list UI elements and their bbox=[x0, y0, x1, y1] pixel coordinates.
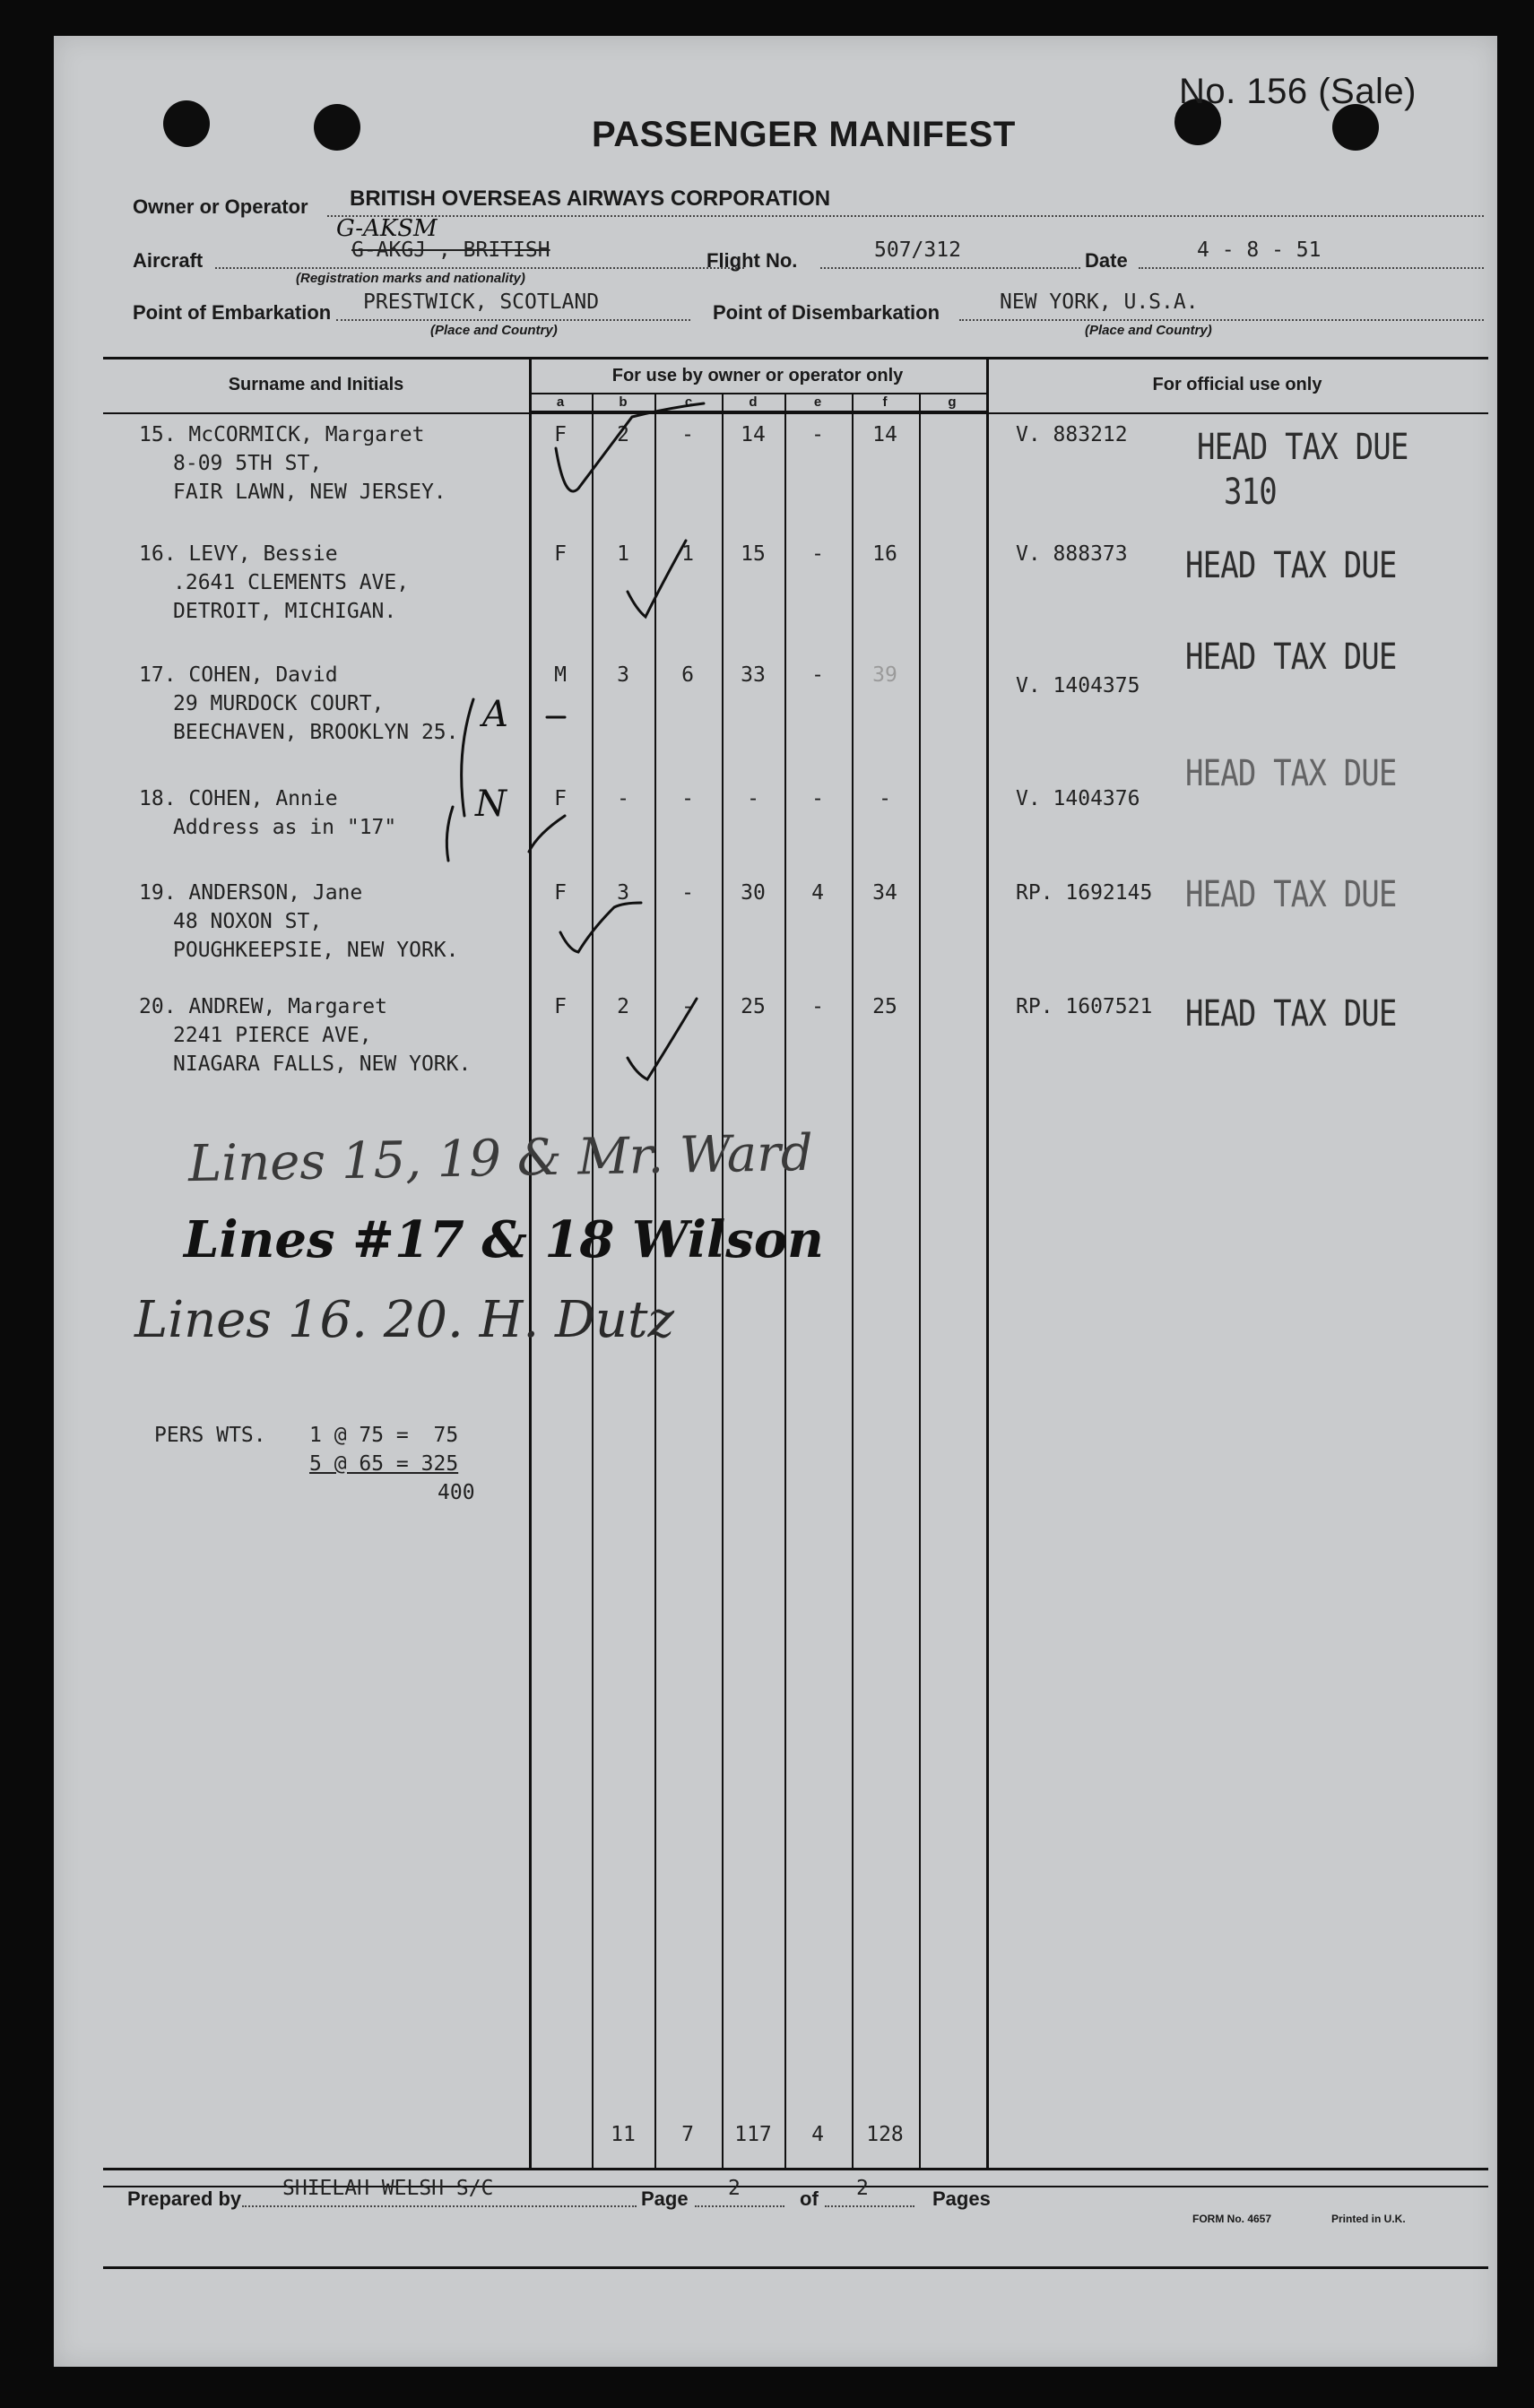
head-tax-stamp: HEAD TAX DUE bbox=[1185, 637, 1397, 678]
cell-c: - bbox=[681, 881, 694, 905]
cell-f: - bbox=[879, 787, 891, 810]
cell-c: 6 bbox=[681, 663, 694, 687]
handwritten-note-3: Lines 16. 20. H. Dutz bbox=[134, 1291, 674, 1349]
passenger-line: Address as in "17" bbox=[173, 816, 397, 839]
handwritten-note-2: Lines #17 & 18 Wilson bbox=[184, 1210, 824, 1269]
passenger-line: 16. LEVY, Bessie bbox=[139, 542, 338, 566]
sub-col-a: a bbox=[556, 394, 565, 410]
passenger-line: 29 MURDOCK COURT, bbox=[173, 692, 385, 715]
cell-b: 3 bbox=[617, 663, 629, 687]
cell-e: 4 bbox=[811, 881, 824, 905]
cell-a: F bbox=[554, 423, 567, 446]
passenger-line: DETROIT, MICHIGAN. bbox=[173, 600, 397, 623]
embark-value: PRESTWICK, SCOTLAND bbox=[363, 290, 600, 314]
cell-e: - bbox=[811, 542, 824, 566]
sub-col-b: b bbox=[619, 394, 628, 410]
passenger-line: POUGHKEEPSIE, NEW YORK. bbox=[173, 939, 459, 962]
passenger-line: 8-09 5TH ST, bbox=[173, 452, 323, 475]
cell-c: - bbox=[681, 787, 694, 810]
head-tax-stamp: HEAD TAX DUE bbox=[1185, 753, 1397, 794]
passenger-line: 18. COHEN, Annie bbox=[139, 787, 338, 810]
cell-f: 16 bbox=[872, 542, 897, 566]
cell-d: 15 bbox=[741, 542, 766, 566]
cell-e: - bbox=[811, 663, 824, 687]
cell-a: F bbox=[554, 995, 567, 1018]
flight-value: 507/312 bbox=[874, 238, 961, 262]
weights-line-1: 1 @ 75 = 75 bbox=[309, 1424, 459, 1447]
cell-e: - bbox=[811, 423, 824, 446]
cell-c: - bbox=[681, 995, 694, 1018]
disembark-sub: (Place and Country) bbox=[1085, 323, 1212, 338]
cell-d: 14 bbox=[741, 423, 766, 446]
cell-a: F bbox=[554, 881, 567, 905]
cell-d: 33 bbox=[741, 663, 766, 687]
pages-label: Pages bbox=[932, 2187, 991, 2210]
cell-f: 39 bbox=[872, 663, 897, 687]
bracket-mark-n: N bbox=[475, 784, 507, 825]
col-header-owner: For use by owner or operator only bbox=[611, 366, 904, 385]
col-header-official: For official use only bbox=[1152, 375, 1322, 394]
weights-line-2: 5 @ 65 = 325 bbox=[309, 1452, 459, 1476]
cell-c: 1 bbox=[681, 542, 694, 566]
embark-sub: (Place and Country) bbox=[430, 323, 558, 338]
total-f: 128 bbox=[866, 2123, 904, 2146]
cell-e: - bbox=[811, 787, 824, 810]
passenger-line: BEECHAVEN, BROOKLYN 25. bbox=[173, 721, 459, 744]
weights-label: PERS WTS. bbox=[154, 1424, 266, 1447]
sub-col-f: f bbox=[882, 394, 888, 410]
page-label: Page bbox=[641, 2187, 689, 2210]
cell-d: 30 bbox=[741, 881, 766, 905]
cell-b: 3 bbox=[617, 881, 629, 905]
official-visa-number: V. 1404375 bbox=[1016, 674, 1140, 697]
head-tax-stamp: HEAD TAX DUE bbox=[1185, 993, 1397, 1035]
weights-total: 400 bbox=[438, 1481, 475, 1504]
total-b: 11 bbox=[611, 2123, 636, 2146]
flight-label: Flight No. bbox=[706, 249, 798, 272]
head-tax-stamp: HEAD TAX DUE bbox=[1185, 874, 1397, 915]
official-visa-number: RP. 1692145 bbox=[1016, 881, 1153, 905]
official-visa-number: V. 1404376 bbox=[1016, 787, 1140, 810]
head-tax-stamp: HEAD TAX DUE bbox=[1185, 545, 1397, 586]
cell-f: 14 bbox=[872, 423, 897, 446]
sub-col-g: g bbox=[948, 394, 957, 410]
passenger-line: 48 NOXON ST, bbox=[173, 910, 323, 933]
date-label: Date bbox=[1085, 249, 1128, 272]
of-value: 2 bbox=[856, 2177, 869, 2200]
prepared-value: SHIELAH WELSH S/C bbox=[282, 2177, 494, 2200]
manifest-number: No. 156 (Sale) bbox=[1179, 72, 1417, 111]
cell-e: - bbox=[811, 995, 824, 1018]
cell-b: 1 bbox=[617, 542, 629, 566]
cell-f: 25 bbox=[872, 995, 897, 1018]
form-number: FORM No. 4657 bbox=[1192, 2213, 1272, 2225]
cell-c: - bbox=[681, 423, 694, 446]
sub-col-e: e bbox=[813, 394, 822, 410]
total-d: 117 bbox=[734, 2123, 772, 2146]
head-tax-stamp: HEAD TAX DUE bbox=[1197, 427, 1408, 468]
passenger-line: 2241 PIERCE AVE, bbox=[173, 1024, 372, 1047]
aircraft-label: Aircraft bbox=[133, 249, 204, 272]
page-title: PASSENGER MANIFEST bbox=[592, 115, 1016, 154]
stamp-extra: 310 bbox=[1224, 472, 1277, 513]
check-marks-overlay bbox=[54, 36, 1497, 2367]
disembark-label: Point of Disembarkation bbox=[713, 301, 940, 324]
cell-b: 2 bbox=[617, 423, 629, 446]
cell-a: M bbox=[554, 663, 567, 687]
prepared-label: Prepared by bbox=[127, 2187, 242, 2210]
cell-f: 34 bbox=[872, 881, 897, 905]
bracket-mark-a: A bbox=[482, 694, 508, 735]
page-value: 2 bbox=[728, 2177, 741, 2200]
col-header-name: Surname and Initials bbox=[228, 375, 404, 394]
date-value: 4 - 8 - 51 bbox=[1197, 238, 1322, 262]
disembark-value: NEW YORK, U.S.A. bbox=[1000, 290, 1199, 314]
total-e: 4 bbox=[811, 2123, 824, 2146]
passenger-line: FAIR LAWN, NEW JERSEY. bbox=[173, 481, 446, 504]
handwritten-note-1: Lines 15, 19 & Mr. Ward bbox=[187, 1123, 814, 1194]
printed-in: Printed in U.K. bbox=[1331, 2213, 1406, 2225]
manifest-sheet bbox=[54, 36, 1497, 2367]
sub-col-c: c bbox=[684, 394, 693, 410]
cell-d: 25 bbox=[741, 995, 766, 1018]
cell-d: - bbox=[747, 787, 759, 810]
aircraft-value: G-AKGJ , BRITISH bbox=[351, 238, 550, 262]
passenger-line: 19. ANDERSON, Jane bbox=[139, 881, 363, 905]
passenger-line: 15. McCORMICK, Margaret bbox=[139, 423, 425, 446]
sub-col-d: d bbox=[749, 394, 758, 410]
passenger-line: .2641 CLEMENTS AVE, bbox=[173, 571, 410, 594]
passenger-line: 17. COHEN, David bbox=[139, 663, 338, 687]
official-visa-number: V. 883212 bbox=[1016, 423, 1128, 446]
official-visa-number: V. 888373 bbox=[1016, 542, 1128, 566]
of-label: of bbox=[800, 2187, 819, 2210]
aircraft-correction: G-AKSM bbox=[336, 215, 438, 242]
total-c: 7 bbox=[681, 2123, 694, 2146]
cell-a: F bbox=[554, 787, 567, 810]
official-visa-number: RP. 1607521 bbox=[1016, 995, 1153, 1018]
owner-label: Owner or Operator bbox=[133, 195, 308, 218]
cell-b: 2 bbox=[617, 995, 629, 1018]
passenger-line: 20. ANDREW, Margaret bbox=[139, 995, 387, 1018]
aircraft-sub: (Registration marks and nationality) bbox=[296, 271, 525, 286]
passenger-line: NIAGARA FALLS, NEW YORK. bbox=[173, 1052, 472, 1076]
owner-value: BRITISH OVERSEAS AIRWAYS CORPORATION bbox=[350, 186, 831, 211]
embark-label: Point of Embarkation bbox=[133, 301, 332, 324]
cell-a: F bbox=[554, 542, 567, 566]
cell-b: - bbox=[617, 787, 629, 810]
